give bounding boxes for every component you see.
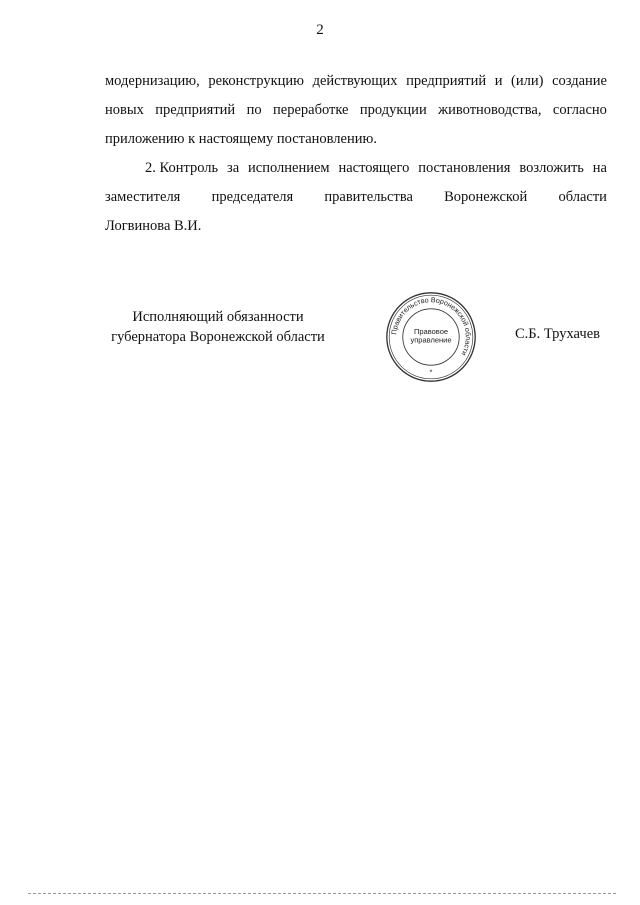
word: (или): [511, 73, 544, 89]
page-number: 2: [316, 22, 324, 38]
word: реконструкцию: [208, 73, 304, 89]
word: за: [227, 160, 240, 176]
official-stamp: [384, 290, 478, 384]
signatory-title-line-1: Исполняющий обязанности: [132, 309, 304, 325]
word: переработке: [273, 102, 349, 118]
page-bottom-rule: [28, 893, 616, 894]
word: Воронежской: [444, 189, 528, 205]
paragraph-1-line-3: приложению к настоящему постановлению.: [105, 131, 377, 147]
signatory-title-line-2: губернатора Воронежской области: [111, 329, 325, 345]
word: создание: [552, 73, 607, 89]
word: согласно: [552, 102, 607, 118]
word: 2. Контроль: [145, 160, 219, 176]
stamp-center-line-1: Правовое: [413, 327, 449, 337]
paragraph-2-line-3: Логвинова В.И.: [105, 218, 202, 234]
paragraph-2-line-2: [105, 183, 607, 212]
paragraph-1-line-2: [105, 96, 607, 125]
word: правительства: [324, 189, 413, 205]
word: модернизацию,: [105, 73, 200, 89]
word: области: [558, 189, 607, 205]
word: животноводства,: [438, 102, 542, 118]
word: и: [494, 73, 503, 89]
signatory-title: [108, 307, 328, 347]
stamp-center-line-2: управление: [410, 335, 452, 345]
signer-name: С.Б. Трухачев: [515, 326, 600, 342]
word: возложить: [519, 160, 584, 176]
word: постановления: [418, 160, 511, 176]
word: действующих: [312, 73, 398, 89]
word: настоящего: [338, 160, 410, 176]
document-body: [105, 67, 607, 241]
stamp-ring-text: Правительство Воронежской области: [390, 296, 472, 357]
stamp-star: *: [429, 367, 433, 377]
paragraph-1-line-1: [105, 67, 607, 96]
paragraph-2-line-1: [105, 154, 607, 183]
word: новых: [105, 102, 144, 118]
word: по: [246, 102, 262, 118]
word: на: [592, 160, 607, 176]
word: исполнением: [248, 160, 330, 176]
word: предприятий: [406, 73, 487, 89]
word: председателя: [211, 189, 294, 205]
word: заместителя: [105, 189, 181, 205]
word: продукции: [359, 102, 427, 118]
word: предприятий: [155, 102, 236, 118]
